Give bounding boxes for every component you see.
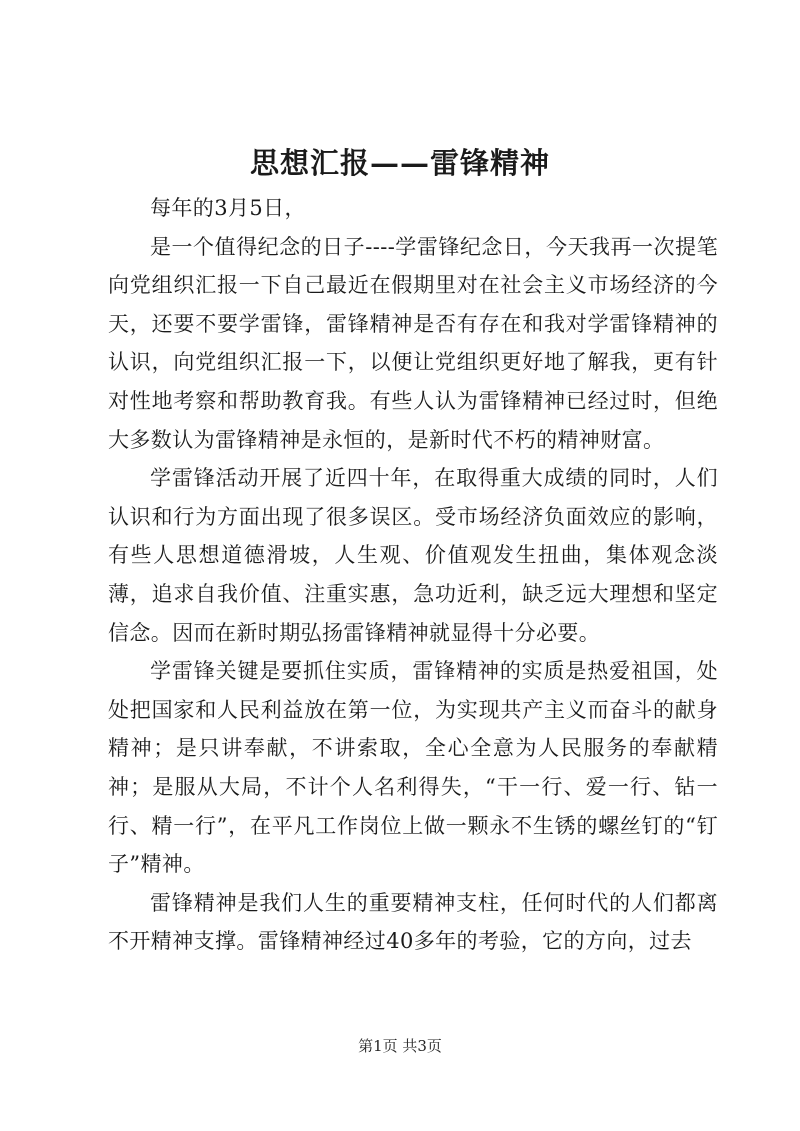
paragraph-spiritual-pillar: 雷锋精神是我们人生的重要精神支柱，任何时代的人们都离不开精神支撑。雷锋精神经过40多年的考验，它的方向，过去 — [108, 890, 718, 954]
paragraph-date: 每年的3月5日， — [150, 196, 306, 220]
document-title: 思想汇报——雷锋精神 — [249, 146, 550, 180]
paragraph-essence: 学雷锋关键是要抓住实质，雷锋精神的实质是热爱祖国，处处把国家和人民利益放在第一位，为实现共产主义而奋斗的献身精神；是只讲奉献，不讲索取，全心全意为人民服务的奉献精神；是服从大局，不计个人名利得失，“干一行、爱一行、钻一行、精一行”，在平凡工作岗位上做一颗永不生锈的螺丝钉的“钉子”精神。 — [108, 659, 718, 877]
paragraph-misconceptions: 学雷锋活动开展了近四十年，在取得重大成绩的同时，人们认识和行为方面出现了很多误区。受市场经济负面效应的影响，有些人思想道德滑坡，人生观、价值观发生扭曲，集体观念淡薄，追求自我价值、注重实惠，急功近利，缺乏远大理想和坚定信念。因而在新时期弘扬雷锋精神就显得十分必要。 — [108, 466, 718, 645]
paragraph-intro: 是一个值得纪念的日子----学雷锋纪念日，今天我再一次提笔向党组织汇报一下自己最近在假期里对在社会主义市场经济的今天，还要不要学雷锋，雷锋精神是否有存在和我对学雷锋精神的认识，向党组织汇报一下，以便让党组织更好地了解我，更有针对性地考察和帮助教育我。有些人认为雷锋精神已经过时，但绝大多数认为雷锋精神是永恒的，是新时代不朽的精神财富。 — [108, 234, 718, 452]
document-body — [108, 189, 718, 961]
page-footer: 第1页 共3页 — [358, 1037, 442, 1055]
